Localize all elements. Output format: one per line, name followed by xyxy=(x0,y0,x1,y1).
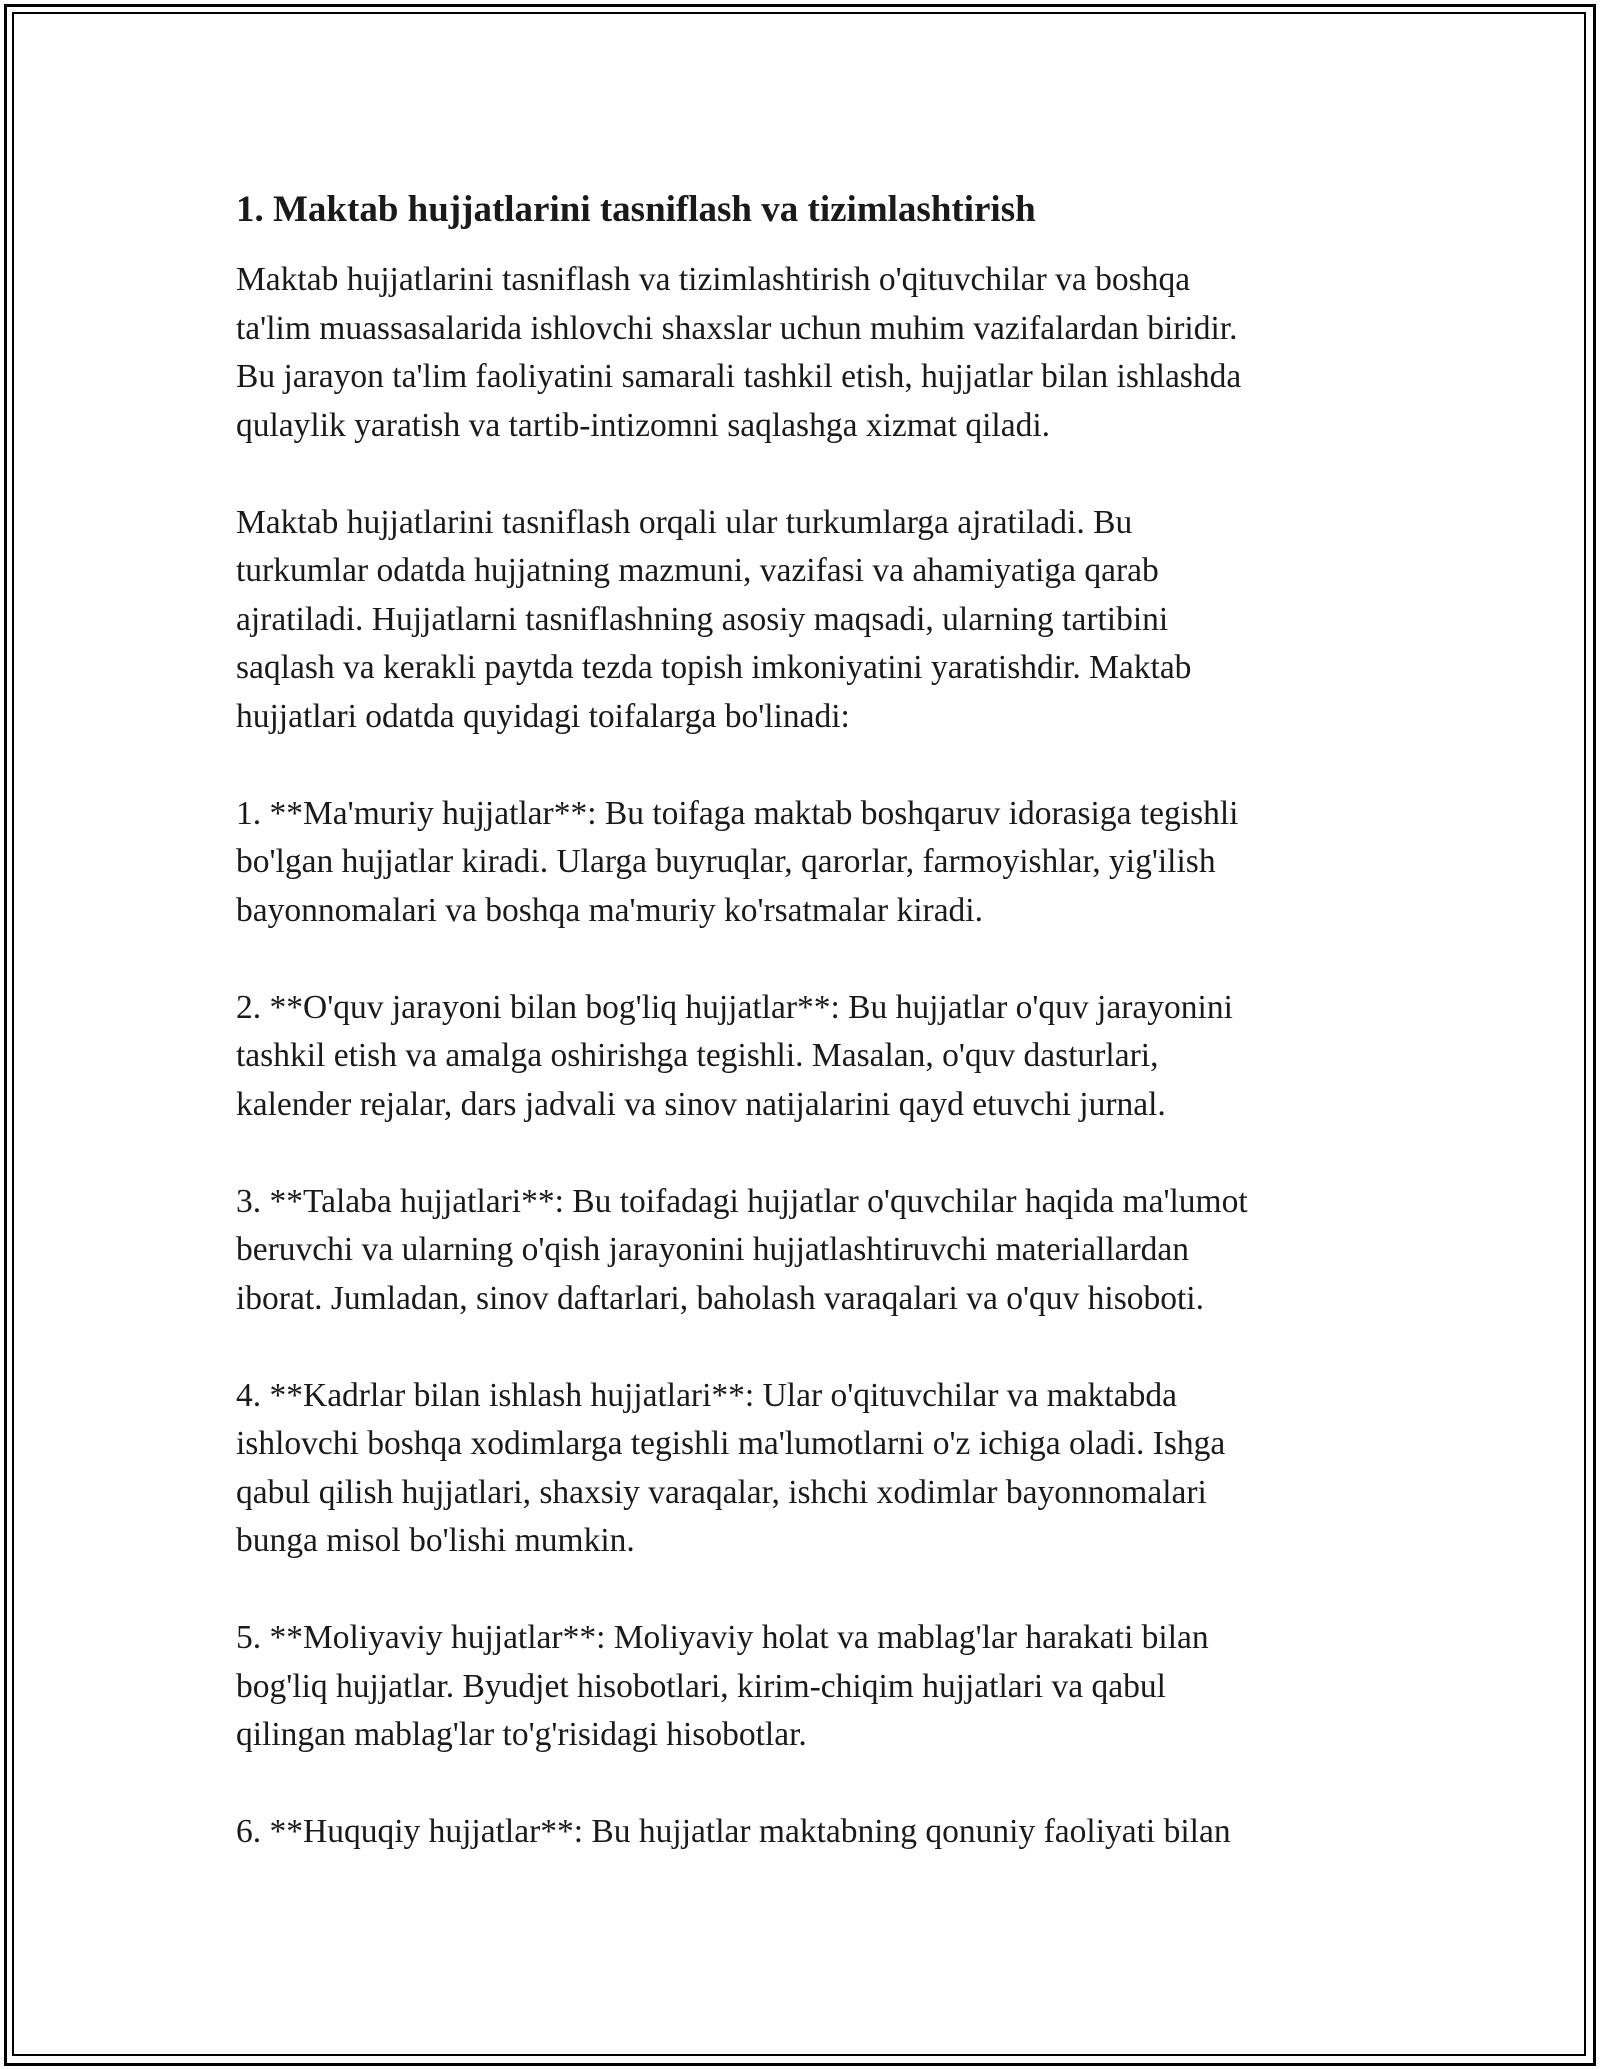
text-line: ajratiladi. Hujjatlarni tasniflashning asosiy maqsadi, ularning tartibini xyxy=(236,600,1169,638)
text-line: qilingan mablag'lar to'g'risidagi hisobotlar. xyxy=(236,1716,807,1753)
text-line: bo'lgan hujjatlar kiradi. Ularga buyruqlar, qarorlar, farmoyishlar, yig'ilish xyxy=(236,843,1216,880)
paragraph xyxy=(236,1178,1376,1324)
text-line: 1. **Ma'muriy hujjatlar**: Bu toifaga maktab boshqaruv idorasiga tegishli xyxy=(236,794,1239,832)
paragraph xyxy=(236,790,1376,936)
text-line: ishlovchi boshqa xodimlarga tegishli ma'lumotlarni o'z ichiga oladi. Ishga xyxy=(236,1425,1226,1462)
text-line: saqlash va kerakli paytda tezda topish imkoniyatini yaratishdir. Maktab xyxy=(236,649,1192,686)
text-line: 2. **O'quv jarayoni bilan bog'liq hujjatlar**: Bu hujjatlar o'quv jarayonini xyxy=(236,988,1233,1026)
text-line: tashkil etish va amalga oshirishga tegishli. Masalan, o'quv dasturlari, xyxy=(236,1037,1159,1074)
paragraph xyxy=(236,499,1376,742)
text-line: ta'lim muassasalarida ishlovchi shaxslar uchun muhim vazifalardan biridir. xyxy=(236,309,1238,347)
text-line: bog'liq hujjatlar. Byudjet hisobotlari, kirim-chiqim hujjatlari va qabul xyxy=(236,1667,1166,1705)
text-line: 3. **Talaba hujjatlari**: Bu toifadagi hujjatlar o'quvchilar haqida ma'lumot xyxy=(236,1182,1248,1220)
paragraph xyxy=(236,1614,1376,1760)
paragraph xyxy=(236,1808,1376,1857)
text-line: qulaylik yaratish va tartib-intizomni saqlashga xizmat qiladi. xyxy=(236,406,1051,444)
section-title: 1. Maktab hujjatlarini tasniflash va tizimlashtirish xyxy=(236,189,1036,230)
text-line: 5. **Moliyaviy hujjatlar**: Moliyaviy holat va mablag'lar harakati bilan xyxy=(236,1619,1209,1656)
text-line: hujjatlari odatda quyidagi toifalarga bo'linadi: xyxy=(236,697,850,735)
text-line: turkumlar odatda hujjatning mazmuni, vazifasi va ahamiyatiga qarab xyxy=(236,552,1159,589)
document-body xyxy=(236,186,1376,1905)
text-line: bayonnomalari va boshqa ma'muriy ko'rsatmalar kiradi. xyxy=(236,891,983,929)
text-line: Bu jarayon ta'lim faoliyatini samarali tashkil etish, hujjatlar bilan ishlashda xyxy=(236,358,1242,395)
paragraph xyxy=(236,984,1376,1130)
text-line: Maktab hujjatlarini tasniflash orqali ular turkumlarga ajratiladi. Bu xyxy=(236,503,1133,541)
text-line: beruvchi va ularning o'qish jarayonini hujjatlashtiruvchi materiallardan xyxy=(236,1231,1190,1268)
text-line: 6. **Huquqiy hujjatlar**: Bu hujjatlar maktabning qonuniy faoliyati bilan xyxy=(236,1813,1231,1850)
text-line: iborat. Jumladan, sinov daftarlari, baholash varaqalari va o'quv hisoboti. xyxy=(236,1279,1204,1317)
paragraph-list xyxy=(236,256,1376,1857)
paragraph xyxy=(236,256,1376,450)
text-line: bunga misol bo'lishi mumkin. xyxy=(236,1522,635,1559)
text-line: Maktab hujjatlarini tasniflash va tizimlashtirish o'qituvchilar va boshqa xyxy=(236,261,1191,298)
text-line: kalender rejalar, dars jadvali va sinov natijalarini qayd etuvchi jurnal. xyxy=(236,1085,1166,1123)
text-line: qabul qilish hujjatlari, shaxsiy varaqalar, ishchi xodimlar bayonnomalari xyxy=(236,1473,1207,1511)
text-line: 4. **Kadrlar bilan ishlash hujjatlari**: Ular o'qituvchilar va maktabda xyxy=(236,1376,1177,1414)
paragraph xyxy=(236,1372,1376,1566)
